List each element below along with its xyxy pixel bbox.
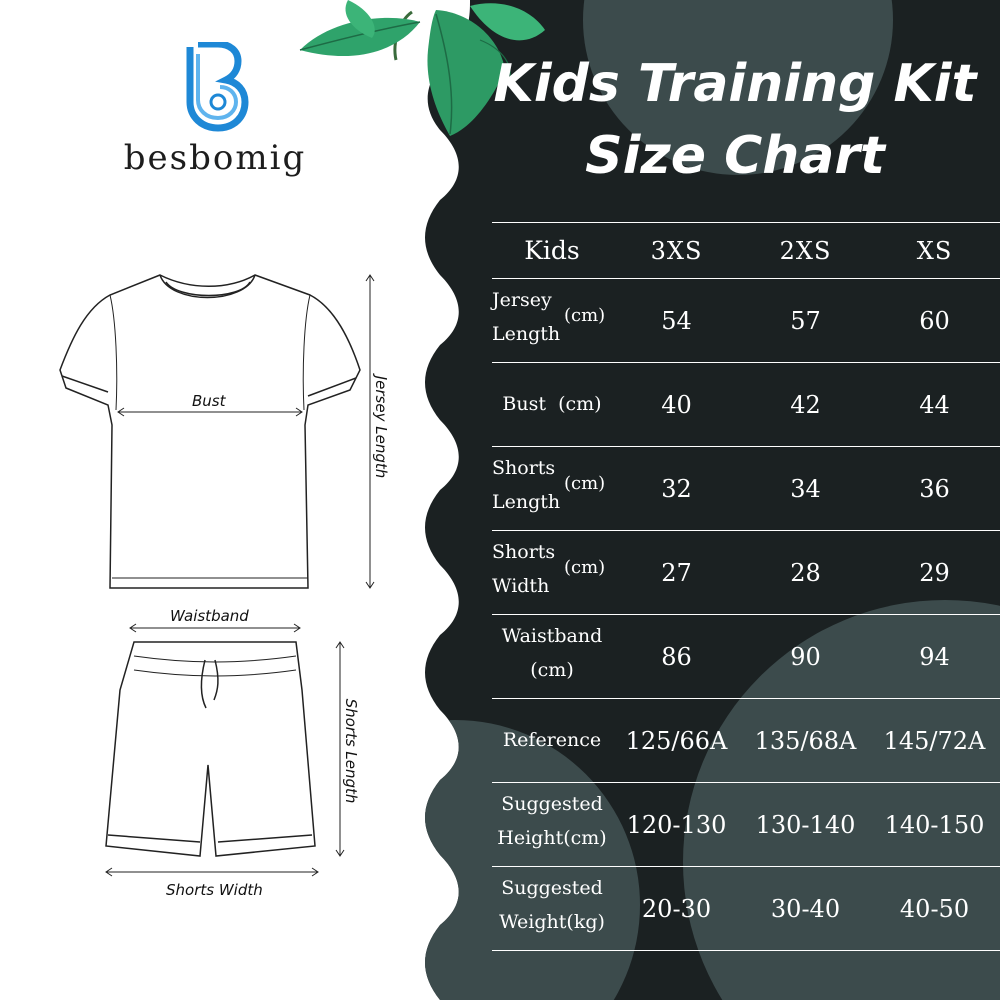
waistband-label: Waistband [170,607,249,625]
shorts-width-label: Shorts Width [166,881,263,899]
header-size-xs: XS [916,236,953,265]
value-cell: 27 [661,558,692,587]
table-row [492,279,1000,363]
value-cell: 125/66A [625,726,728,755]
brand-logo-icon [180,42,250,132]
row-label-shorts-width: Shorts Width (cm) [492,541,606,597]
table-row [492,783,1000,867]
value-cell: 57 [790,306,821,335]
table-row [492,867,1000,951]
header-label: Kids [524,236,580,265]
row-label-jersey-length: Jersey Length (cm) [492,289,606,345]
brand-name: besbomig [123,138,307,178]
value-cell: 42 [790,390,821,419]
size-table [492,222,1000,951]
value-cell: 36 [919,474,950,503]
value-cell: 40-50 [899,894,970,923]
header-size-2xs: 2XS [779,236,832,265]
value-cell: 30-40 [770,894,841,923]
row-label-shorts-length: Shorts Length (cm) [492,457,606,513]
row-label-bust: Bust (cm) [502,393,602,415]
row-label-suggested-height: Suggested Height(cm) [497,793,607,849]
value-cell: 94 [919,642,950,671]
jersey-outline [60,275,360,588]
value-cell: 60 [919,306,950,335]
table-row [492,615,1000,699]
row-label-suggested-weight: Suggested Weight(kg) [499,877,605,933]
value-cell: 86 [661,642,692,671]
value-cell: 28 [790,558,821,587]
value-cell: 140-150 [884,810,985,839]
jersey-length-label: Jersey Length [372,375,390,479]
table-row [492,531,1000,615]
value-cell: 29 [919,558,950,587]
value-cell: 135/68A [754,726,857,755]
value-cell: 90 [790,642,821,671]
row-label-reference: Reference [502,729,602,751]
value-cell: 120-130 [626,810,727,839]
table-row [492,363,1000,447]
value-cell: 54 [661,306,692,335]
page-title-line1: Kids Training Kit [493,54,977,114]
value-cell: 145/72A [883,726,986,755]
shorts-outline [106,642,315,856]
shorts-length-label: Shorts Length [342,698,360,804]
value-cell: 20-30 [641,894,712,923]
value-cell: 34 [790,474,821,503]
value-cell: 44 [919,390,950,419]
value-cell: 130-140 [755,810,856,839]
value-cell: 40 [661,390,692,419]
page-title-line2: Size Chart [585,126,885,186]
bust-label: Bust [192,392,226,410]
header-size-3xs: 3XS [650,236,703,265]
table-row [492,699,1000,783]
value-cell: 32 [661,474,692,503]
table-header-row [492,222,1000,279]
row-label-waistband: Waistband (cm) [501,625,603,681]
table-row [492,447,1000,531]
